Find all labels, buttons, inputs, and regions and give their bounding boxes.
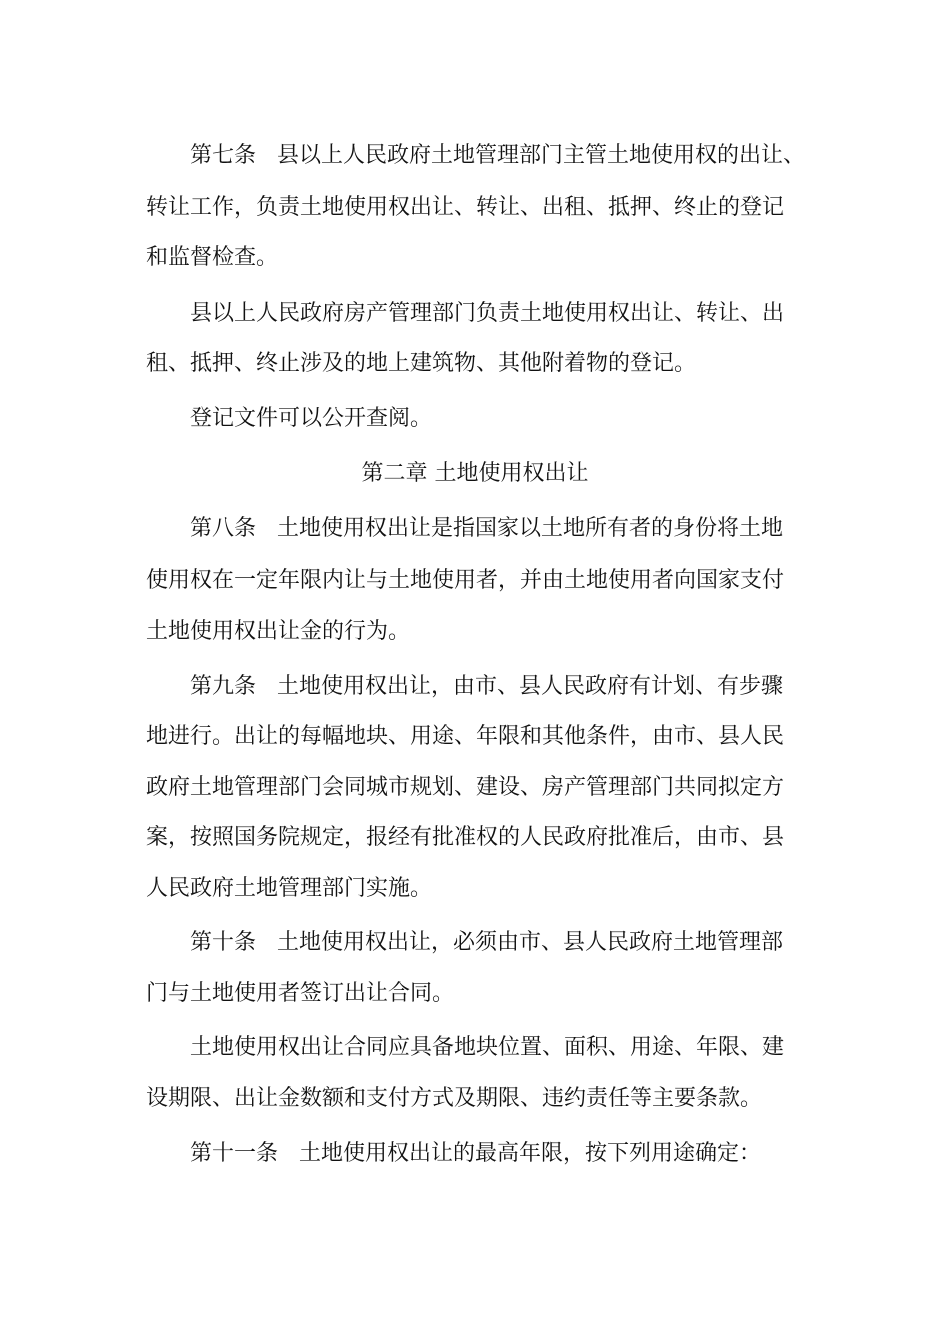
- article-7-line-3: 和监督检查。: [146, 245, 279, 270]
- article-8-line-1: 第八条 土地使用权出让是指国家以土地所有者的身份将土地: [190, 516, 783, 541]
- article-11-line-1: 第十一条 土地使用权出让的最高年限，按下列用途确定：: [190, 1141, 761, 1166]
- article-10-line-2: 门与土地使用者签订出让合同。: [146, 981, 455, 1006]
- article-7-line-2: 转让工作，负责土地使用权出让、转让、出租、抵押、终止的登记: [146, 195, 785, 220]
- article-7-line-1: 第七条 县以上人民政府土地管理部门主管土地使用权的出让、: [190, 143, 805, 168]
- article-10-para-2-line-2: 设期限、出让金数额和支付方式及期限、违约责任等主要条款。: [146, 1086, 763, 1111]
- article-7-para-3-line-1: 登记文件可以公开查阅。: [190, 406, 433, 431]
- article-10-para-2-line-1: 土地使用权出让合同应具备地块位置、面积、用途、年限、建: [190, 1035, 785, 1060]
- article-9-line-1: 第九条 土地使用权出让，由市、县人民政府有计划、有步骤: [190, 674, 783, 699]
- article-8-line-2: 使用权在一定年限内让与土地使用者，并由土地使用者向国家支付: [146, 568, 785, 593]
- article-9-line-2: 地进行。出让的每幅地块、用途、年限和其他条件，由市、县人民: [146, 724, 785, 749]
- article-9-line-4: 案，按照国务院规定，报经有批准权的人民政府批准后，由市、县: [146, 825, 785, 850]
- article-10-line-1: 第十条 土地使用权出让，必须由市、县人民政府土地管理部: [190, 930, 783, 955]
- article-8-line-3: 土地使用权出让金的行为。: [146, 619, 411, 644]
- article-9-line-3: 政府土地管理部门会同城市规划、建设、房产管理部门共同拟定方: [146, 775, 785, 800]
- article-9-line-5: 人民政府土地管理部门实施。: [146, 876, 433, 901]
- chapter-heading: 第二章 土地使用权出让: [361, 461, 589, 486]
- article-7-para-2-line-1: 县以上人民政府房产管理部门负责土地使用权出让、转让、出: [190, 301, 785, 326]
- article-7-para-2-line-2: 租、抵押、终止涉及的地上建筑物、其他附着物的登记。: [146, 351, 697, 376]
